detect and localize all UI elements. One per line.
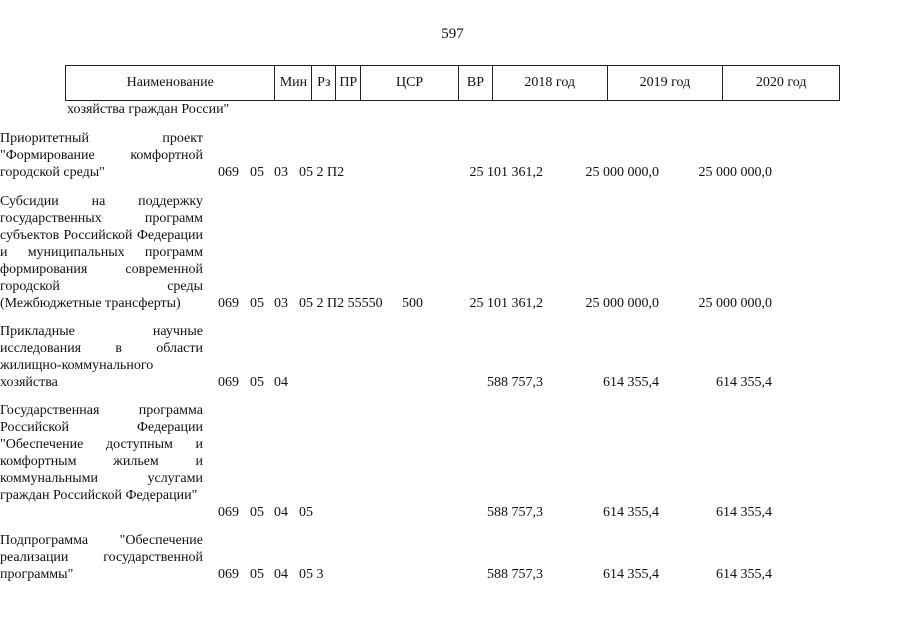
header-csr: ЦСР [361, 66, 459, 100]
row-2018: 588 757,3 [487, 375, 543, 390]
row-2018: 25 101 361,2 [469, 296, 543, 311]
row-pr: 04 [274, 567, 288, 582]
row-2020: 25 000 000,0 [698, 165, 772, 180]
row-rz: 05 [250, 165, 264, 180]
row-csr: 05 2 П2 [299, 165, 345, 180]
row-min: 069 [218, 375, 239, 390]
row-2019: 614 355,4 [603, 505, 659, 520]
page-number: 597 [441, 26, 464, 42]
header-2018: 2018 год [493, 66, 608, 100]
row-2019: 614 355,4 [603, 375, 659, 390]
header-2019: 2019 год [608, 66, 724, 100]
header-pr: ПР [336, 66, 361, 100]
row-2018: 588 757,3 [487, 505, 543, 520]
header-vr: ВР [459, 66, 493, 100]
row-name: Государственная программа Российской Федерации "Обеспечение доступным и комфортным жильем и коммунальными услугами граждан Российской Федерации" [0, 403, 203, 503]
row-csr: 05 [299, 505, 313, 520]
row-name: Прикладные научные исследования в области жилищно-коммунального хозяйства [0, 324, 203, 390]
row-2019: 25 000 000,0 [585, 296, 659, 311]
table-row [0, 323, 775, 391]
row-2020: 614 355,4 [716, 505, 772, 520]
table-row [0, 130, 775, 181]
table-row [0, 402, 775, 521]
row-name: Субсидии на поддержку государственных программ субъектов Российской Федерации и муниципальных программ формирования современной городской среды (Межбюджетные трансферты) [0, 194, 203, 311]
row-pr: 03 [274, 165, 288, 180]
row-pr: 04 [274, 505, 288, 520]
row-2020: 614 355,4 [716, 567, 772, 582]
row-csr: 05 3 [299, 567, 324, 582]
row-name: Подпрограмма "Обеспечение реализации государственной программы" [0, 533, 203, 582]
row-2020: 614 355,4 [716, 375, 772, 390]
row-2018: 25 101 361,2 [469, 165, 543, 180]
row-rz: 05 [250, 296, 264, 311]
row-rz: 05 [250, 375, 264, 390]
table-header [65, 65, 840, 101]
row-pr: 03 [274, 296, 288, 311]
row-rz: 05 [250, 505, 264, 520]
table-row [0, 193, 775, 312]
row-2019: 25 000 000,0 [585, 165, 659, 180]
header-2020: 2020 год [755, 75, 807, 90]
row-rz: 05 [250, 567, 264, 582]
row-name: Приоритетный проект "Формирование комфортной городской среды" [0, 131, 203, 180]
row-csr: 05 2 П2 55550 [299, 296, 383, 311]
row-min: 069 [218, 505, 239, 520]
header-rz: Рз [312, 66, 336, 100]
row-2019: 614 355,4 [603, 567, 659, 582]
header-name: Наименование [66, 66, 275, 100]
row-2020: 25 000 000,0 [698, 296, 772, 311]
row-vr: 500 [402, 296, 423, 311]
header-min: Мин [275, 66, 312, 100]
row-min: 069 [218, 296, 239, 311]
row-2018: 588 757,3 [487, 567, 543, 582]
row-min: 069 [218, 165, 239, 180]
table-row [0, 532, 775, 583]
row-pr: 04 [274, 375, 288, 390]
continuation-text: хозяйства граждан России" [67, 102, 230, 117]
row-min: 069 [218, 567, 239, 582]
